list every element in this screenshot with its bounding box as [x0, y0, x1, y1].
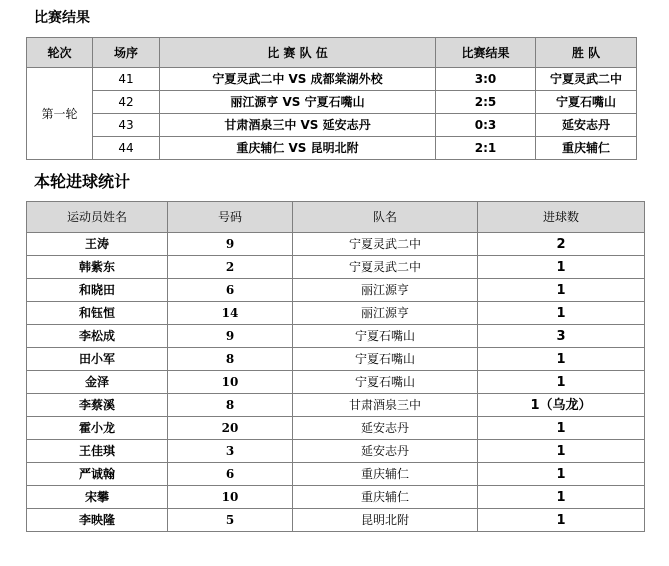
player-team-cell: 重庆辅仁: [293, 486, 478, 509]
player-name-cell: 李松成: [27, 325, 168, 348]
goals-cell: 3: [478, 325, 645, 348]
goals-cell: 1: [478, 509, 645, 532]
table-row: [27, 417, 645, 440]
player-team-cell: 昆明北附: [293, 509, 478, 532]
player-name-cell: 严诚翰: [27, 463, 168, 486]
player-number-cell: 10: [168, 371, 293, 394]
goals-cell: 1: [478, 348, 645, 371]
player-name-cell: 田小军: [27, 348, 168, 371]
player-team-cell: 重庆辅仁: [293, 463, 478, 486]
player-number-cell: 3: [168, 440, 293, 463]
player-number-cell: 2: [168, 256, 293, 279]
player-name-cell: 金泽: [27, 371, 168, 394]
table-row: [27, 256, 645, 279]
match-teams-cell: 重庆辅仁 VS 昆明北附: [160, 137, 436, 160]
match-teams-cell: 宁夏灵武二中 VS 成都棠湖外校: [160, 68, 436, 91]
table-row: [27, 440, 645, 463]
table-row: [27, 348, 645, 371]
player-name-cell: 李映隆: [27, 509, 168, 532]
header-round: 轮次: [27, 38, 93, 68]
scorers-header-row: [27, 202, 645, 233]
table-row: [27, 279, 645, 302]
header-winner: 胜 队: [536, 38, 637, 68]
player-team-cell: 宁夏石嘴山: [293, 371, 478, 394]
player-number-cell: 9: [168, 233, 293, 256]
header-player-name: 运动员姓名: [27, 202, 168, 233]
round-cell: 第一轮: [27, 68, 93, 160]
goals-cell: 1: [478, 256, 645, 279]
table-row: [27, 509, 645, 532]
player-name-cell: 李蔡溪: [27, 394, 168, 417]
player-team-cell: 延安志丹: [293, 440, 478, 463]
player-team-cell: 丽江源亨: [293, 302, 478, 325]
table-row: [27, 302, 645, 325]
goals-cell: 2: [478, 233, 645, 256]
header-match-no: 场序: [93, 38, 160, 68]
table-row: [27, 394, 645, 417]
results-section-title: 比赛结果: [34, 10, 90, 26]
player-team-cell: 宁夏石嘴山: [293, 348, 478, 371]
scorers-section-title: 本轮进球统计: [34, 172, 131, 191]
table-row: [27, 486, 645, 509]
winner-cell: 宁夏灵武二中: [536, 68, 637, 91]
player-team-cell: 丽江源亨: [293, 279, 478, 302]
match-no-cell: 42: [93, 91, 160, 114]
goals-cell: 1（乌龙）: [478, 394, 645, 417]
goals-cell: 1: [478, 371, 645, 394]
player-team-cell: 延安志丹: [293, 417, 478, 440]
player-number-cell: 5: [168, 509, 293, 532]
score-cell: 0:3: [436, 114, 536, 137]
table-row: [27, 463, 645, 486]
match-no-cell: 43: [93, 114, 160, 137]
header-teams: 比 赛 队 伍: [160, 38, 436, 68]
winner-cell: 宁夏石嘴山: [536, 91, 637, 114]
player-name-cell: 霍小龙: [27, 417, 168, 440]
winner-cell: 重庆辅仁: [536, 137, 637, 160]
player-team-cell: 甘肃酒泉三中: [293, 394, 478, 417]
score-cell: 3:0: [436, 68, 536, 91]
match-teams-cell: 甘肃酒泉三中 VS 延安志丹: [160, 114, 436, 137]
table-row: [27, 137, 637, 160]
score-cell: 2:5: [436, 91, 536, 114]
player-number-cell: 9: [168, 325, 293, 348]
player-name-cell: 韩紫东: [27, 256, 168, 279]
goal-scorers-table: [26, 201, 645, 532]
player-team-cell: 宁夏灵武二中: [293, 256, 478, 279]
player-name-cell: 宋攀: [27, 486, 168, 509]
player-number-cell: 14: [168, 302, 293, 325]
header-team: 队名: [293, 202, 478, 233]
match-results-table: [26, 37, 637, 160]
table-row: [27, 91, 637, 114]
player-number-cell: 20: [168, 417, 293, 440]
header-number: 号码: [168, 202, 293, 233]
goals-cell: 1: [478, 302, 645, 325]
player-name-cell: 王佳琪: [27, 440, 168, 463]
goals-cell: 1: [478, 463, 645, 486]
player-number-cell: 6: [168, 279, 293, 302]
player-name-cell: 王涛: [27, 233, 168, 256]
match-no-cell: 44: [93, 137, 160, 160]
player-name-cell: 和钰恒: [27, 302, 168, 325]
player-number-cell: 8: [168, 394, 293, 417]
table-row: [27, 325, 645, 348]
table-row: [27, 68, 637, 91]
results-header-row: [27, 38, 637, 68]
player-number-cell: 6: [168, 463, 293, 486]
player-team-cell: 宁夏灵武二中: [293, 233, 478, 256]
goals-cell: 1: [478, 440, 645, 463]
header-goals: 进球数: [478, 202, 645, 233]
winner-cell: 延安志丹: [536, 114, 637, 137]
table-row: [27, 233, 645, 256]
goals-cell: 1: [478, 417, 645, 440]
player-number-cell: 10: [168, 486, 293, 509]
match-teams-cell: 丽江源亨 VS 宁夏石嘴山: [160, 91, 436, 114]
goals-cell: 1: [478, 486, 645, 509]
player-team-cell: 宁夏石嘴山: [293, 325, 478, 348]
header-score: 比赛结果: [436, 38, 536, 68]
score-cell: 2:1: [436, 137, 536, 160]
player-name-cell: 和晓田: [27, 279, 168, 302]
goals-cell: 1: [478, 279, 645, 302]
table-row: [27, 114, 637, 137]
player-number-cell: 8: [168, 348, 293, 371]
table-row: [27, 371, 645, 394]
match-no-cell: 41: [93, 68, 160, 91]
